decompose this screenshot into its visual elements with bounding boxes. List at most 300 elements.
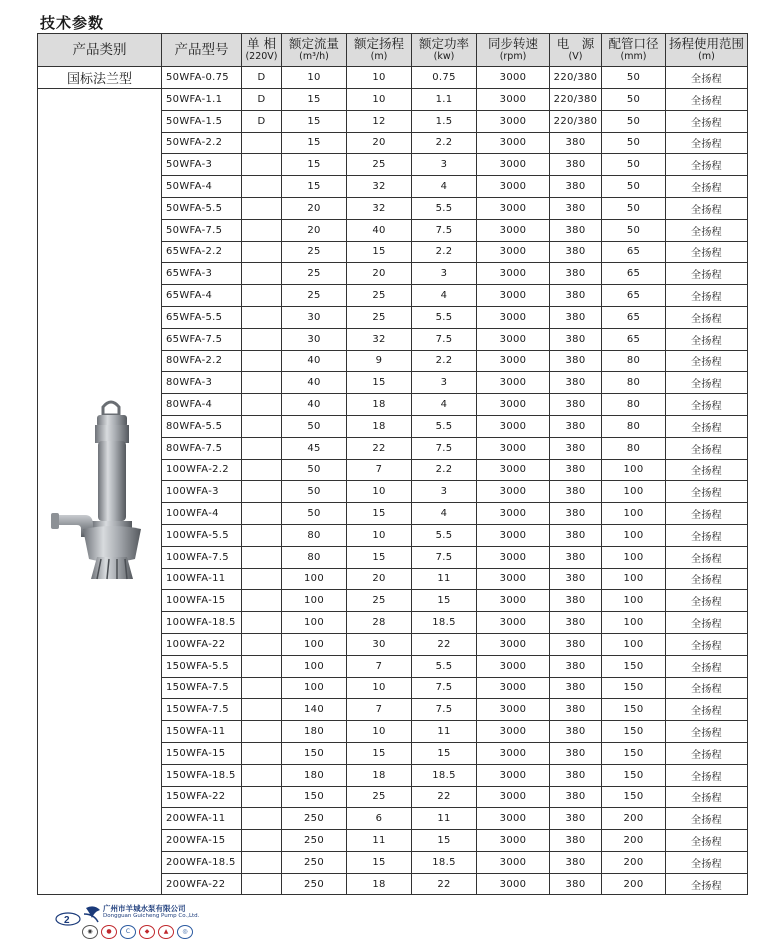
cell-pipe: 65 xyxy=(602,328,666,350)
cell-range: 全扬程 xyxy=(666,328,748,350)
cell-voltage: 380 xyxy=(550,830,602,852)
cell-head: 10 xyxy=(347,89,412,111)
cell-model: 80WFA-4 xyxy=(162,394,242,416)
cell-power: 2.2 xyxy=(412,350,477,372)
cert-icon-5: ▲ xyxy=(158,925,174,939)
cell-range: 全扬程 xyxy=(666,546,748,568)
cell-model: 80WFA-3 xyxy=(162,372,242,394)
cell-model: 200WFA-11 xyxy=(162,808,242,830)
cell-model: 150WFA-5.5 xyxy=(162,655,242,677)
cell-power: 7.5 xyxy=(412,677,477,699)
cell-range: 全扬程 xyxy=(666,372,748,394)
cell-speed: 3000 xyxy=(477,481,550,503)
cell-phase xyxy=(242,524,282,546)
cell-pipe: 65 xyxy=(602,285,666,307)
cell-flow: 25 xyxy=(282,285,347,307)
cell-speed: 3000 xyxy=(477,830,550,852)
cell-model: 50WFA-1.5 xyxy=(162,110,242,132)
cell-flow: 20 xyxy=(282,219,347,241)
cell-flow: 50 xyxy=(282,503,347,525)
cell-model: 100WFA-7.5 xyxy=(162,546,242,568)
cell-head: 15 xyxy=(347,742,412,764)
cell-flow: 20 xyxy=(282,197,347,219)
cell-flow: 150 xyxy=(282,742,347,764)
cell-range: 全扬程 xyxy=(666,394,748,416)
header-voltage: 电 源 (V) xyxy=(550,34,602,67)
cell-flow: 250 xyxy=(282,873,347,895)
table-row xyxy=(38,89,748,111)
cell-voltage: 380 xyxy=(550,699,602,721)
cell-power: 5.5 xyxy=(412,415,477,437)
cell-flow: 180 xyxy=(282,721,347,743)
cell-power: 5.5 xyxy=(412,524,477,546)
cell-pipe: 50 xyxy=(602,219,666,241)
cell-voltage: 380 xyxy=(550,764,602,786)
cell-voltage: 380 xyxy=(550,633,602,655)
cell-phase xyxy=(242,612,282,634)
cert-icon-6: ◎ xyxy=(177,925,193,939)
cell-power: 5.5 xyxy=(412,197,477,219)
cell-voltage: 380 xyxy=(550,241,602,263)
cell-model: 150WFA-22 xyxy=(162,786,242,808)
cell-range: 全扬程 xyxy=(666,830,748,852)
cell-model: 50WFA-0.75 xyxy=(162,67,242,89)
cell-speed: 3000 xyxy=(477,197,550,219)
cell-model: 50WFA-5.5 xyxy=(162,197,242,219)
header-pipe: 配管口径 (mm) xyxy=(602,34,666,67)
cell-phase xyxy=(242,677,282,699)
cell-model: 150WFA-15 xyxy=(162,742,242,764)
cell-range: 全扬程 xyxy=(666,655,748,677)
cell-voltage: 380 xyxy=(550,459,602,481)
cell-range: 全扬程 xyxy=(666,677,748,699)
cell-voltage: 380 xyxy=(550,328,602,350)
cell-power: 4 xyxy=(412,503,477,525)
cell-power: 7.5 xyxy=(412,328,477,350)
cell-flow: 30 xyxy=(282,328,347,350)
cell-voltage: 380 xyxy=(550,306,602,328)
cell-phase xyxy=(242,154,282,176)
cell-range: 全扬程 xyxy=(666,568,748,590)
cell-head: 18 xyxy=(347,873,412,895)
cell-range: 全扬程 xyxy=(666,110,748,132)
cell-power: 2.2 xyxy=(412,459,477,481)
cell-range: 全扬程 xyxy=(666,873,748,895)
cell-phase xyxy=(242,350,282,372)
cell-pipe: 150 xyxy=(602,721,666,743)
cell-speed: 3000 xyxy=(477,851,550,873)
cell-flow: 25 xyxy=(282,263,347,285)
cell-flow: 140 xyxy=(282,699,347,721)
cell-model: 100WFA-3 xyxy=(162,481,242,503)
cell-power: 0.75 xyxy=(412,67,477,89)
cell-flow: 15 xyxy=(282,110,347,132)
cell-head: 25 xyxy=(347,154,412,176)
cell-head: 7 xyxy=(347,699,412,721)
cell-range: 全扬程 xyxy=(666,459,748,481)
cell-speed: 3000 xyxy=(477,655,550,677)
cell-model: 65WFA-5.5 xyxy=(162,306,242,328)
cell-head: 20 xyxy=(347,568,412,590)
cell-power: 22 xyxy=(412,633,477,655)
cell-pipe: 200 xyxy=(602,808,666,830)
cell-speed: 3000 xyxy=(477,437,550,459)
cell-pipe: 200 xyxy=(602,873,666,895)
cell-pipe: 150 xyxy=(602,677,666,699)
cell-head: 6 xyxy=(347,808,412,830)
cell-power: 4 xyxy=(412,176,477,198)
cell-speed: 3000 xyxy=(477,459,550,481)
cell-pipe: 100 xyxy=(602,481,666,503)
cell-speed: 3000 xyxy=(477,154,550,176)
cell-voltage: 380 xyxy=(550,655,602,677)
cell-speed: 3000 xyxy=(477,764,550,786)
cell-flow: 40 xyxy=(282,350,347,372)
cell-model: 50WFA-1.1 xyxy=(162,89,242,111)
cell-model: 80WFA-2.2 xyxy=(162,350,242,372)
cell-head: 7 xyxy=(347,655,412,677)
cert-icon-2: ● xyxy=(101,925,117,939)
cell-power: 11 xyxy=(412,568,477,590)
cell-speed: 3000 xyxy=(477,328,550,350)
cell-speed: 3000 xyxy=(477,285,550,307)
cell-power: 15 xyxy=(412,830,477,852)
cell-range: 全扬程 xyxy=(666,306,748,328)
header-category: 产品类别 xyxy=(38,34,162,67)
pump-image xyxy=(45,397,155,587)
cell-pipe: 65 xyxy=(602,263,666,285)
cell-power: 2.2 xyxy=(412,132,477,154)
cell-head: 10 xyxy=(347,67,412,89)
cell-pipe: 80 xyxy=(602,415,666,437)
header-row xyxy=(38,34,748,67)
cell-head: 15 xyxy=(347,546,412,568)
cell-flow: 100 xyxy=(282,568,347,590)
cell-flow: 180 xyxy=(282,764,347,786)
cell-phase xyxy=(242,742,282,764)
cell-speed: 3000 xyxy=(477,524,550,546)
cell-head: 15 xyxy=(347,503,412,525)
cell-pipe: 100 xyxy=(602,503,666,525)
cell-speed: 3000 xyxy=(477,263,550,285)
cell-head: 25 xyxy=(347,786,412,808)
cell-phase xyxy=(242,437,282,459)
cell-pipe: 100 xyxy=(602,590,666,612)
cell-speed: 3000 xyxy=(477,699,550,721)
cell-model: 80WFA-5.5 xyxy=(162,415,242,437)
cert-icons xyxy=(82,925,193,939)
cell-phase xyxy=(242,306,282,328)
cell-phase xyxy=(242,546,282,568)
cell-pipe: 150 xyxy=(602,655,666,677)
cell-power: 4 xyxy=(412,285,477,307)
cell-range: 全扬程 xyxy=(666,263,748,285)
cell-range: 全扬程 xyxy=(666,786,748,808)
svg-text:2: 2 xyxy=(64,915,70,926)
cell-voltage: 380 xyxy=(550,481,602,503)
header-speed: 同步转速 (rpm) xyxy=(477,34,550,67)
cell-phase xyxy=(242,808,282,830)
cell-phase xyxy=(242,851,282,873)
cell-power: 7.5 xyxy=(412,546,477,568)
cell-speed: 3000 xyxy=(477,219,550,241)
cell-pipe: 200 xyxy=(602,830,666,852)
cell-range: 全扬程 xyxy=(666,633,748,655)
cell-pipe: 100 xyxy=(602,633,666,655)
cell-pipe: 150 xyxy=(602,764,666,786)
cell-pipe: 65 xyxy=(602,306,666,328)
cell-flow: 30 xyxy=(282,306,347,328)
ce-mark-icon: C xyxy=(120,925,136,939)
cell-flow: 80 xyxy=(282,524,347,546)
cell-speed: 3000 xyxy=(477,742,550,764)
cell-phase xyxy=(242,503,282,525)
cell-power: 1.1 xyxy=(412,89,477,111)
cell-model: 150WFA-11 xyxy=(162,721,242,743)
cell-model: 100WFA-2.2 xyxy=(162,459,242,481)
cell-pipe: 80 xyxy=(602,437,666,459)
cell-head: 10 xyxy=(347,677,412,699)
cell-flow: 250 xyxy=(282,830,347,852)
cell-model: 100WFA-22 xyxy=(162,633,242,655)
cell-head: 15 xyxy=(347,241,412,263)
cell-phase xyxy=(242,786,282,808)
cell-phase xyxy=(242,633,282,655)
cell-speed: 3000 xyxy=(477,306,550,328)
cell-range: 全扬程 xyxy=(666,176,748,198)
cell-head: 25 xyxy=(347,306,412,328)
cell-pipe: 150 xyxy=(602,742,666,764)
cell-flow: 15 xyxy=(282,176,347,198)
cell-phase xyxy=(242,394,282,416)
cell-head: 32 xyxy=(347,197,412,219)
cell-power: 18.5 xyxy=(412,764,477,786)
cell-range: 全扬程 xyxy=(666,721,748,743)
cell-pipe: 50 xyxy=(602,89,666,111)
cell-phase xyxy=(242,699,282,721)
cell-pipe: 50 xyxy=(602,154,666,176)
cell-voltage: 380 xyxy=(550,394,602,416)
cell-head: 12 xyxy=(347,110,412,132)
cell-pipe: 50 xyxy=(602,176,666,198)
cell-voltage: 380 xyxy=(550,568,602,590)
cell-range: 全扬程 xyxy=(666,67,748,89)
cell-speed: 3000 xyxy=(477,873,550,895)
cell-head: 25 xyxy=(347,285,412,307)
cell-voltage: 380 xyxy=(550,590,602,612)
cell-phase xyxy=(242,459,282,481)
cell-model: 100WFA-11 xyxy=(162,568,242,590)
company-name: 广州市羊城水泵有限公司 xyxy=(103,904,186,913)
cell-range: 全扬程 xyxy=(666,764,748,786)
cell-range: 全扬程 xyxy=(666,89,748,111)
cell-power: 18.5 xyxy=(412,851,477,873)
cell-range: 全扬程 xyxy=(666,503,748,525)
cell-power: 2.2 xyxy=(412,241,477,263)
cell-flow: 15 xyxy=(282,89,347,111)
cell-model: 200WFA-18.5 xyxy=(162,851,242,873)
cell-head: 40 xyxy=(347,219,412,241)
cell-range: 全扬程 xyxy=(666,590,748,612)
cell-range: 全扬程 xyxy=(666,612,748,634)
cell-phase: D xyxy=(242,89,282,111)
cell-pipe: 100 xyxy=(602,546,666,568)
cell-power: 11 xyxy=(412,808,477,830)
table-row xyxy=(38,67,748,89)
cell-head: 10 xyxy=(347,481,412,503)
cell-flow: 50 xyxy=(282,459,347,481)
cell-pipe: 50 xyxy=(602,197,666,219)
cell-phase xyxy=(242,285,282,307)
cell-power: 3 xyxy=(412,154,477,176)
cell-power: 5.5 xyxy=(412,655,477,677)
header-head: 额定扬程 (m) xyxy=(347,34,412,67)
cell-head: 11 xyxy=(347,830,412,852)
cell-flow: 50 xyxy=(282,415,347,437)
header-power: 额定功率 (kw) xyxy=(412,34,477,67)
cell-speed: 3000 xyxy=(477,808,550,830)
cell-pipe: 100 xyxy=(602,459,666,481)
cell-phase xyxy=(242,590,282,612)
cell-head: 18 xyxy=(347,415,412,437)
cell-model: 150WFA-7.5 xyxy=(162,677,242,699)
cell-head: 7 xyxy=(347,459,412,481)
cell-model: 200WFA-22 xyxy=(162,873,242,895)
cell-voltage: 380 xyxy=(550,154,602,176)
cell-speed: 3000 xyxy=(477,590,550,612)
cell-range: 全扬程 xyxy=(666,350,748,372)
cell-model: 150WFA-7.5 xyxy=(162,699,242,721)
cell-speed: 3000 xyxy=(477,633,550,655)
header-phase: 单 相 (220V) xyxy=(242,34,282,67)
cell-range: 全扬程 xyxy=(666,699,748,721)
cell-flow: 25 xyxy=(282,241,347,263)
cell-pipe: 50 xyxy=(602,132,666,154)
cell-voltage: 380 xyxy=(550,742,602,764)
cell-model: 150WFA-18.5 xyxy=(162,764,242,786)
cell-voltage: 380 xyxy=(550,524,602,546)
cell-head: 10 xyxy=(347,524,412,546)
cell-speed: 3000 xyxy=(477,110,550,132)
cell-power: 18.5 xyxy=(412,612,477,634)
cell-model: 65WFA-2.2 xyxy=(162,241,242,263)
cell-head: 22 xyxy=(347,437,412,459)
cell-voltage: 380 xyxy=(550,851,602,873)
cell-model: 100WFA-5.5 xyxy=(162,524,242,546)
cell-voltage: 380 xyxy=(550,808,602,830)
cell-pipe: 100 xyxy=(602,524,666,546)
cell-pipe: 200 xyxy=(602,851,666,873)
cell-flow: 100 xyxy=(282,677,347,699)
cell-model: 65WFA-3 xyxy=(162,263,242,285)
cell-speed: 3000 xyxy=(477,132,550,154)
cell-power: 15 xyxy=(412,742,477,764)
cell-power: 22 xyxy=(412,786,477,808)
cell-flow: 100 xyxy=(282,655,347,677)
cell-pipe: 50 xyxy=(602,110,666,132)
cell-range: 全扬程 xyxy=(666,742,748,764)
cell-pipe: 80 xyxy=(602,394,666,416)
cell-voltage: 380 xyxy=(550,546,602,568)
header-model: 产品型号 xyxy=(162,34,242,67)
cell-speed: 3000 xyxy=(477,241,550,263)
cell-power: 3 xyxy=(412,372,477,394)
cell-power: 11 xyxy=(412,721,477,743)
cell-power: 4 xyxy=(412,394,477,416)
pump-image-cell xyxy=(38,89,162,895)
cell-flow: 100 xyxy=(282,612,347,634)
cell-model: 100WFA-15 xyxy=(162,590,242,612)
cell-head: 9 xyxy=(347,350,412,372)
cell-pipe: 150 xyxy=(602,786,666,808)
cell-model: 50WFA-2.2 xyxy=(162,132,242,154)
cell-voltage: 380 xyxy=(550,219,602,241)
cell-range: 全扬程 xyxy=(666,415,748,437)
cert-icon-1: ◉ xyxy=(82,925,98,939)
cell-voltage: 380 xyxy=(550,415,602,437)
cell-power: 5.5 xyxy=(412,306,477,328)
cell-voltage: 380 xyxy=(550,721,602,743)
cell-range: 全扬程 xyxy=(666,197,748,219)
cell-voltage: 220/380 xyxy=(550,67,602,89)
cell-phase xyxy=(242,197,282,219)
cell-head: 18 xyxy=(347,394,412,416)
cell-phase xyxy=(242,328,282,350)
cell-pipe: 150 xyxy=(602,699,666,721)
cell-flow: 150 xyxy=(282,786,347,808)
cell-range: 全扬程 xyxy=(666,808,748,830)
spec-table xyxy=(37,33,748,895)
cell-voltage: 380 xyxy=(550,372,602,394)
cell-voltage: 380 xyxy=(550,350,602,372)
cell-head: 20 xyxy=(347,263,412,285)
header-flow: 额定流量 (m³/h) xyxy=(282,34,347,67)
cell-voltage: 380 xyxy=(550,437,602,459)
cell-speed: 3000 xyxy=(477,415,550,437)
cell-model: 50WFA-7.5 xyxy=(162,219,242,241)
cell-power: 15 xyxy=(412,590,477,612)
cell-speed: 3000 xyxy=(477,89,550,111)
cell-phase xyxy=(242,721,282,743)
cell-range: 全扬程 xyxy=(666,241,748,263)
cell-speed: 3000 xyxy=(477,350,550,372)
cell-pipe: 100 xyxy=(602,568,666,590)
cell-power: 7.5 xyxy=(412,437,477,459)
cell-flow: 250 xyxy=(282,851,347,873)
category-label: 国标法兰型 xyxy=(38,67,162,89)
cell-head: 28 xyxy=(347,612,412,634)
cell-model: 100WFA-18.5 xyxy=(162,612,242,634)
cell-head: 32 xyxy=(347,328,412,350)
cell-voltage: 380 xyxy=(550,786,602,808)
cell-phase xyxy=(242,655,282,677)
cell-head: 18 xyxy=(347,764,412,786)
cell-speed: 3000 xyxy=(477,503,550,525)
cell-voltage: 380 xyxy=(550,176,602,198)
cell-phase xyxy=(242,481,282,503)
cell-phase xyxy=(242,415,282,437)
cell-model: 80WFA-7.5 xyxy=(162,437,242,459)
cell-head: 15 xyxy=(347,851,412,873)
cell-head: 30 xyxy=(347,633,412,655)
cell-power: 1.5 xyxy=(412,110,477,132)
cell-phase xyxy=(242,219,282,241)
cell-phase xyxy=(242,132,282,154)
cell-flow: 80 xyxy=(282,546,347,568)
cell-flow: 50 xyxy=(282,481,347,503)
cell-power: 22 xyxy=(412,873,477,895)
cell-power: 7.5 xyxy=(412,219,477,241)
